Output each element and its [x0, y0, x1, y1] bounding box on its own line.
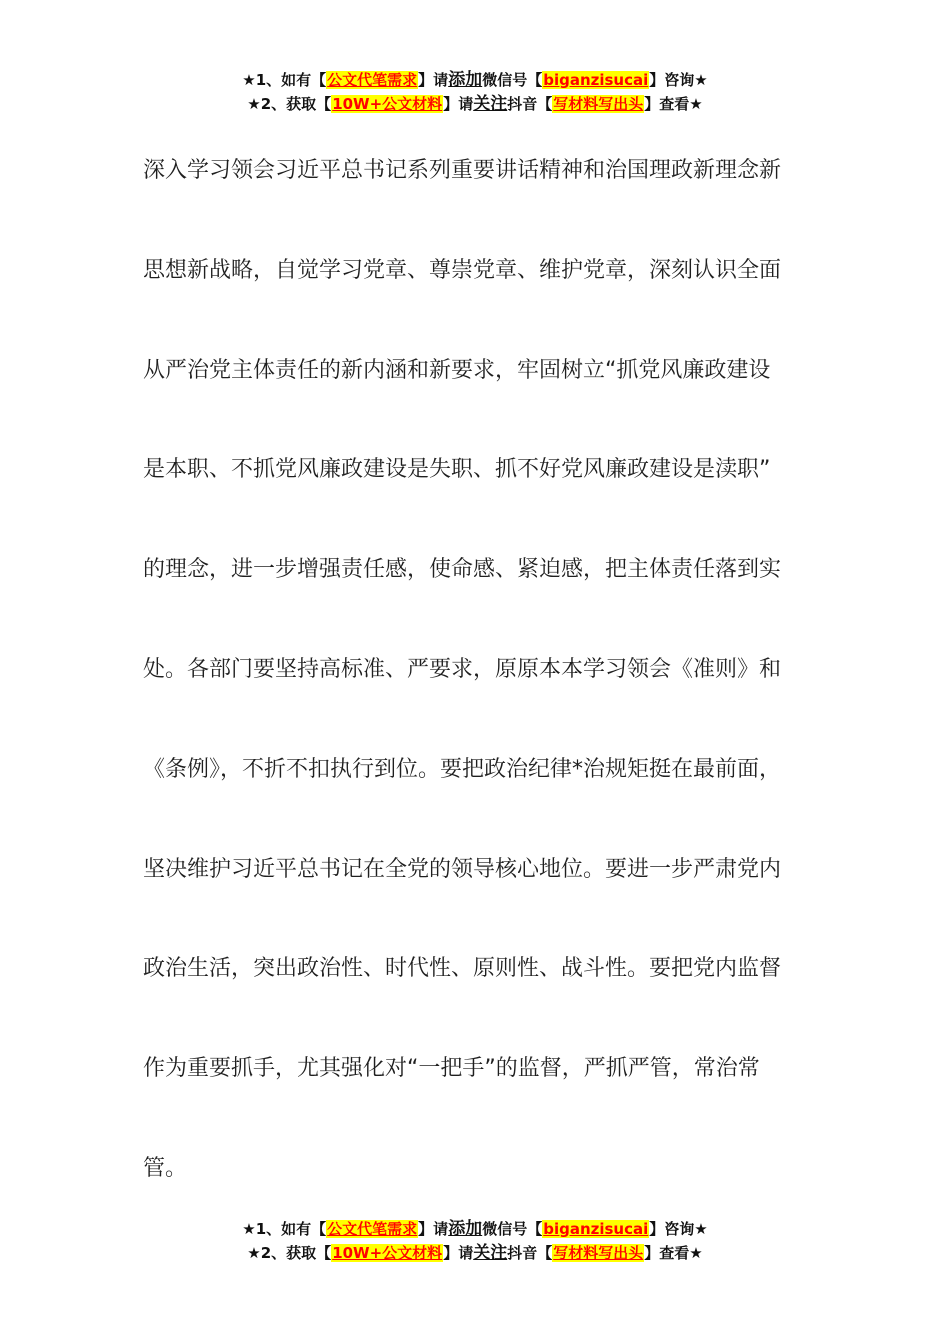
highlight-wechat-id: biganzisucai	[543, 71, 649, 89]
banner-line-2	[0, 1241, 950, 1265]
banner-text: 抖音【	[507, 95, 553, 113]
highlight-materials: 10W+公文材料	[332, 1244, 443, 1262]
banner-line-1	[0, 1217, 950, 1241]
highlight-wechat-id: biganzisucai	[543, 1220, 649, 1238]
underlined-add: 添加	[448, 1219, 483, 1239]
body-line: 管。	[143, 1155, 188, 1181]
banner-text: 】查看★	[644, 1244, 703, 1262]
body-line: 《条例》，不折不扣执行到位。要把政治纪律*治规矩挺在最前面，	[143, 756, 782, 782]
highlight-service: 公文代笔需求	[327, 1220, 418, 1238]
body-line: 处。各部门要坚持高标准、严要求，原原本本学习领会《准则》和	[143, 656, 782, 682]
banner-line-2	[0, 92, 950, 116]
header-banner	[0, 68, 950, 116]
highlight-materials: 10W+公文材料	[332, 95, 443, 113]
highlight-service: 公文代笔需求	[327, 71, 418, 89]
highlight-douyin-account: 写材料写出头	[553, 95, 644, 113]
body-line: 深入学习领会习近平总书记系列重要讲话精神和治国理政新理念新	[143, 158, 782, 183]
body-line: 从严治党主体责任的新内涵和新要求，牢固树立“抓党风廉政建设	[143, 357, 771, 383]
body-line: 作为重要抓手，尤其强化对“一把手”的监督，严抓严管，常治常	[143, 1056, 760, 1082]
banner-text: 微信号【	[482, 1220, 543, 1238]
body-line: 的理念，进一步增强责任感，使命感、紧迫感，把主体责任落到实	[143, 557, 782, 583]
underlined-follow: 关注	[473, 1243, 508, 1263]
banner-text: 】请	[443, 95, 474, 113]
banner-text: ★2、获取【	[247, 1244, 332, 1262]
underlined-follow: 关注	[473, 94, 508, 114]
document-body	[143, 121, 807, 1219]
banner-text: ★1、如有【	[242, 1220, 327, 1238]
banner-text: 抖音【	[507, 1244, 553, 1262]
banner-text: ★2、获取【	[247, 95, 332, 113]
banner-text: 】请	[443, 1244, 474, 1262]
banner-text: 】请	[418, 1220, 449, 1238]
underlined-add: 添加	[448, 70, 483, 90]
body-line: 是本职、不抓党风廉政建设是失职、抓不好党风廉政建设是渎职”	[143, 457, 771, 483]
banner-text: 】咨询★	[649, 1220, 708, 1238]
banner-text: 】咨询★	[649, 71, 708, 89]
body-line: 思想新战略，自觉学习党章、尊崇党章、维护党章，深刻认识全面	[143, 257, 782, 283]
banner-text: 】查看★	[644, 95, 703, 113]
banner-text: 】请	[418, 71, 449, 89]
banner-line-1	[0, 68, 950, 92]
footer-banner	[0, 1217, 950, 1265]
banner-text: 微信号【	[482, 71, 543, 89]
body-line: 坚决维护习近平总书记在全党的领导核心地位。要进一步严肃党内	[143, 856, 782, 882]
body-line: 政治生活，突出政治性、时代性、原则性、战斗性。要把党内监督	[143, 956, 782, 982]
banner-text: ★1、如有【	[242, 71, 327, 89]
highlight-douyin-account: 写材料写出头	[553, 1244, 644, 1262]
